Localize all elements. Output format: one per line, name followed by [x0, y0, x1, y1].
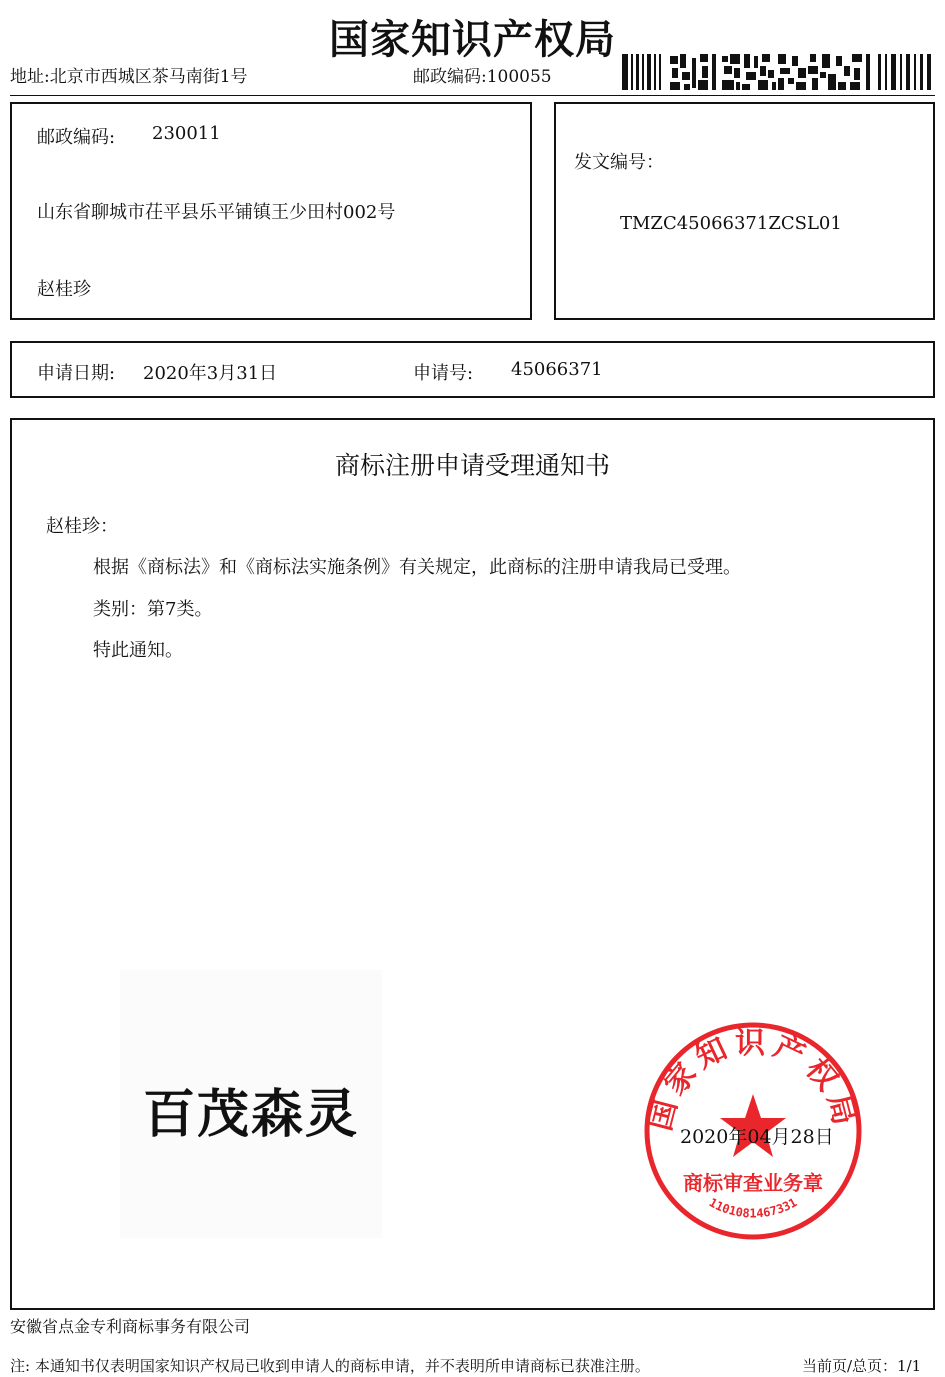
- application-number-label: 申请号:: [413, 363, 474, 384]
- notice-salutation: 赵桂珍：: [46, 516, 118, 537]
- trademark-text: 百茂森灵: [143, 1085, 360, 1145]
- recipient-postcode: 230011: [152, 123, 221, 144]
- seal-org-text: 国家知识产权局: [642, 1026, 864, 1135]
- notice-title: 商标注册申请受理通知书: [334, 451, 610, 480]
- header-divider: [10, 95, 935, 96]
- application-date-label: 申请日期:: [37, 363, 116, 384]
- notice-line-3: 特此通知。: [93, 640, 183, 661]
- doc-number: TMZC45066371ZCSL01: [620, 213, 842, 234]
- recipient-postcode-label: 邮政编码:: [37, 127, 116, 148]
- issue-date: 2020年04月28日: [680, 1126, 834, 1148]
- seal-code-text: 1101081467331: [706, 1195, 800, 1221]
- application-date: 2020年3月31日: [143, 363, 278, 384]
- application-number: 45066371: [511, 359, 603, 380]
- doc-number-box: [554, 102, 935, 320]
- recipient-address: 山东省聊城市茌平县乐平铺镇王少田村002号: [37, 202, 396, 223]
- footer-note: 注: 本通知书仅表明国家知识产权局已收到申请人的商标申请，并不表明所申请商标已获准注册。: [10, 1357, 650, 1375]
- page-indicator: 当前页/总页：1/1: [802, 1357, 922, 1375]
- office-title: 国家知识产权局: [329, 17, 616, 63]
- agent-name: 安徽省点金专利商标事务有限公司: [10, 1317, 251, 1336]
- doc-number-label: 发文编号：: [574, 152, 664, 173]
- recipient-name: 赵桂珍: [37, 279, 91, 300]
- notice-line-2: 类别：第7类。: [93, 599, 213, 620]
- svg-text:1101081467331: [707, 1195, 800, 1220]
- office-address: 地址:北京市西城区茶马南街1号: [10, 67, 248, 87]
- office-postcode: 邮政编码:100055: [413, 67, 552, 87]
- seal-dept-text: 商标审查业务章: [683, 1171, 823, 1195]
- barcode: [622, 54, 932, 90]
- notice-line-1: 根据《商标法》和《商标法实施条例》有关规定，此商标的注册申请我局已受理。: [93, 557, 741, 578]
